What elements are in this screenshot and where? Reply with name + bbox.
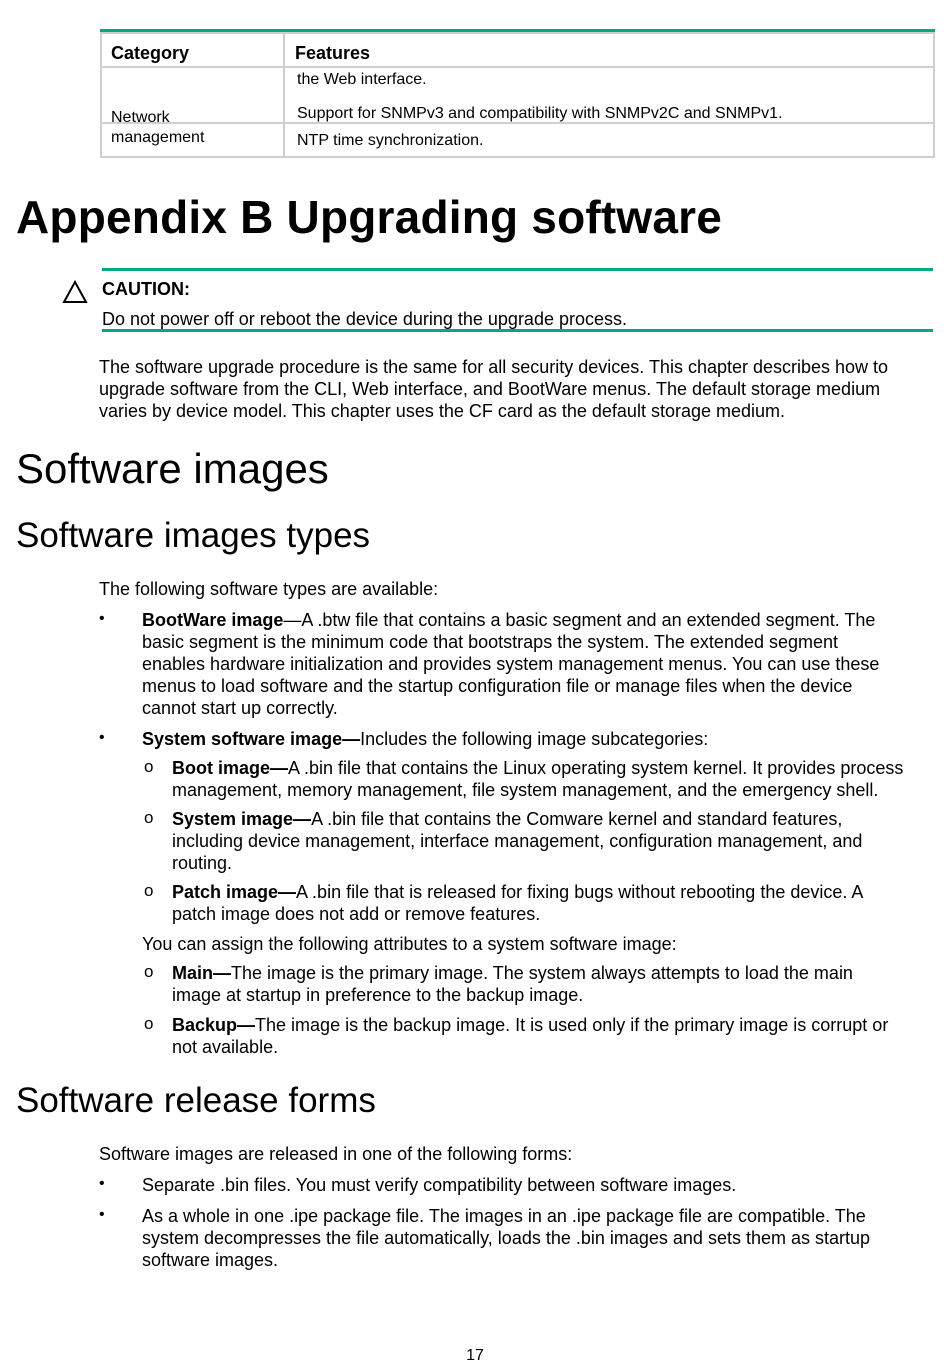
patch-image-line-2: patch image does not add or remove features.: [172, 904, 541, 924]
patch-image-text: A .bin file that is released for fixing bugs without rebooting the device. A: [296, 882, 864, 902]
boot-image-line-2: management, memory management, file system management, and the emergency shell.: [172, 780, 879, 800]
section-software-images: Software images: [16, 445, 329, 492]
sub-bullet: o: [144, 1014, 154, 1033]
bootware-term: BootWare image: [142, 610, 284, 630]
main-line-1: [172, 962, 853, 984]
system-software-line: [142, 728, 708, 750]
feature-snmp: Support for SNMPv3 and compatibility with SNMPv2C and SNMPv1.: [297, 105, 783, 122]
attributes-lead: You can assign the following attributes to a system software image:: [142, 934, 677, 954]
boot-image-text: A .bin file that contains the Linux operating system kernel. It provides process: [288, 758, 904, 778]
main-line-2: image at startup in preference to the backup image.: [172, 985, 584, 1005]
intro-line-1: The software upgrade procedure is the same for all security devices. This chapter describes how to: [99, 357, 889, 377]
bullet: •: [99, 1206, 105, 1223]
header-category: Category: [111, 43, 190, 63]
boot-image-line-1: [172, 757, 903, 779]
patch-image-line-1: [172, 881, 863, 903]
release-item-2-line-1: As a whole in one .ipe package file. The images in an .ipe package file are compatible. The: [142, 1206, 866, 1226]
page-number: 17: [466, 1347, 484, 1364]
system-image-line-2: including device management, interface management, configuration management, and: [172, 831, 863, 851]
backup-term: Backup—: [172, 1015, 256, 1035]
release-lead: Software images are released in one of the following forms:: [99, 1144, 573, 1164]
backup-text: The image is the backup image. It is used only if the primary image is corrupt or: [255, 1015, 889, 1035]
sub-bullet: o: [144, 757, 154, 776]
bootware-line-1: [142, 609, 875, 631]
backup-line-2: not available.: [172, 1037, 279, 1057]
release-item-2-line-2: system decompresses the file automatically, loads the .bin images and sets them as startup: [142, 1228, 871, 1248]
caution-text: Do not power off or reboot the device during the upgrade process.: [102, 309, 627, 329]
intro-line-2: upgrade software from the CLI, Web interface, and BootWare menus. The default storage medium: [99, 379, 881, 399]
boot-image-term: Boot image—: [172, 758, 289, 778]
release-item-1: Separate .bin files. You must verify compatibility between software images.: [142, 1175, 737, 1195]
sub-bullet: o: [144, 962, 154, 981]
system-image-text: A .bin file that contains the Comware kernel and standard features,: [311, 809, 843, 829]
patch-image-term: Patch image—: [172, 882, 297, 902]
system-software-term: System software image—: [142, 729, 361, 749]
continuation-text: the Web interface.: [297, 71, 427, 88]
system-image-term: System image—: [172, 809, 312, 829]
caution-label: CAUTION:: [102, 279, 190, 299]
feature-ntp: NTP time synchronization.: [297, 132, 484, 149]
types-lead: The following software types are available:: [99, 579, 439, 599]
warning-triangle-icon: [62, 280, 88, 304]
sub-bullet: o: [144, 881, 154, 900]
bootware-text: —A .btw file that contains a basic segment and an extended segment. The: [283, 610, 876, 630]
release-item-2-line-3: software images.: [142, 1250, 279, 1270]
backup-line-1: [172, 1014, 888, 1036]
system-image-line-3: routing.: [172, 853, 233, 873]
bullet: •: [99, 1175, 105, 1192]
intro-line-3: varies by device model. This chapter uses the CF card as the default storage medium.: [99, 401, 786, 421]
feature-table: [100, 29, 935, 158]
system-software-text: Includes the following image subcategories:: [360, 729, 709, 749]
main-term: Main—: [172, 963, 232, 983]
bootware-line-2: basic segment is the minimum code that bootstraps the system. The extended segment: [142, 632, 839, 652]
bootware-line-5: cannot start up correctly.: [142, 698, 338, 718]
network-management-label: Network management: [111, 109, 205, 146]
main-text: The image is the primary image. The system always attempts to load the main: [231, 963, 853, 983]
appendix-title: Appendix B Upgrading software: [16, 191, 723, 243]
caution-top-rule: [102, 268, 933, 271]
bootware-line-4: menus to load software and the startup configuration file or manage files when the device: [142, 676, 853, 696]
caution-bottom-rule: [102, 329, 933, 332]
header-features: Features: [295, 43, 371, 63]
bullet: •: [99, 610, 105, 627]
sub-bullet: o: [144, 808, 154, 827]
subsection-software-images-types: Software images types: [16, 516, 371, 555]
bullet: •: [99, 729, 105, 746]
header-underline: [100, 66, 935, 68]
system-image-line-1: [172, 808, 842, 830]
bootware-line-3: enables hardware initialization and provides system management menus. You can use these: [142, 654, 880, 674]
subsection-software-release-forms: Software release forms: [16, 1081, 376, 1120]
